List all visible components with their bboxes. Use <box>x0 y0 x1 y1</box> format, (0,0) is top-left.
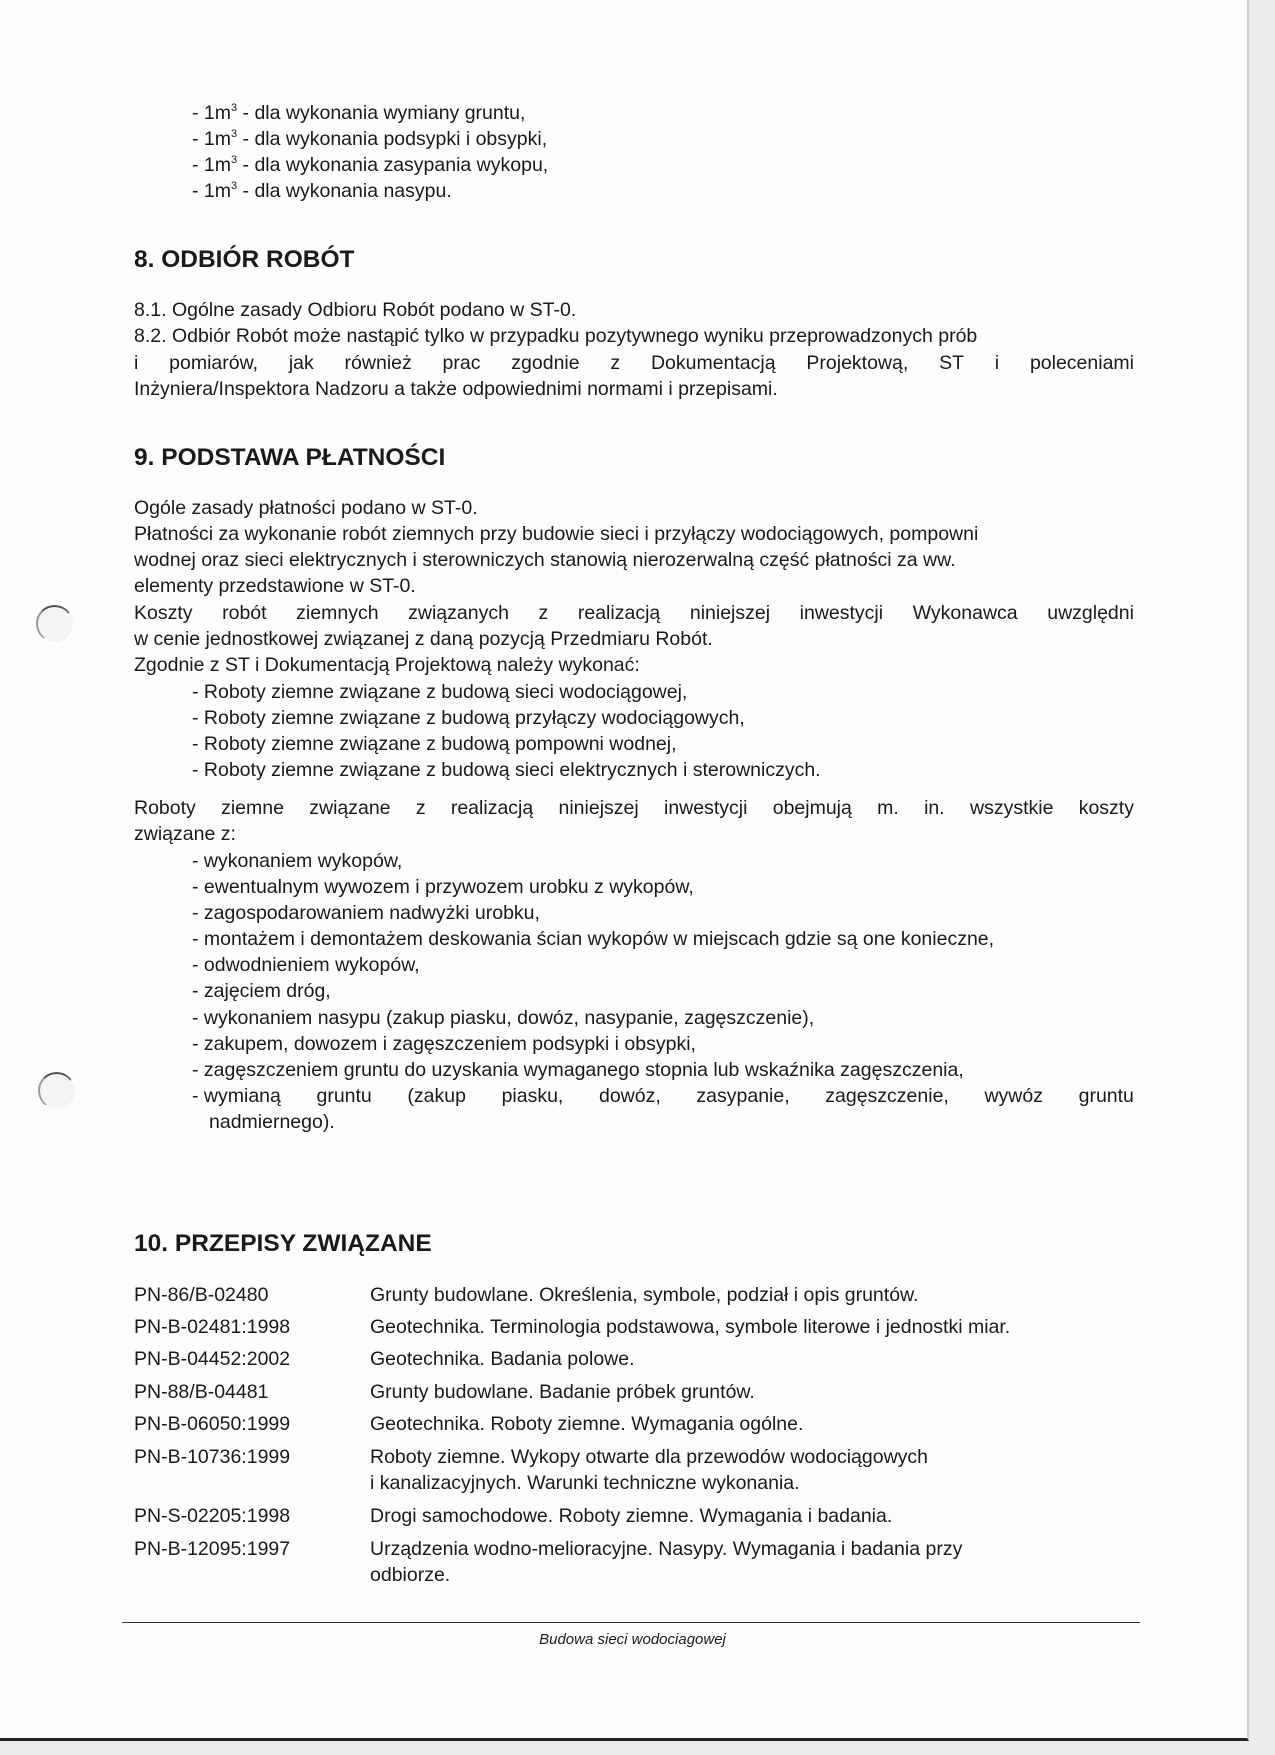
paragraph-line: Ogóle zasady płatności podano w ST-0. <box>134 497 478 519</box>
word: wywóz <box>984 1085 1043 1107</box>
paragraph-line: Zgodnie z ST i Dokumentacją Projektową należy wykonać: <box>134 654 640 676</box>
standard-code: PN-S-02205:1998 <box>134 1505 291 1527</box>
cost-item: - montażem i demontażem deskowania ścian wykopów w miejscach gdzie są one konieczne, <box>192 928 995 950</box>
word: poleceniami <box>1029 352 1134 374</box>
cost-item: - wykonaniem nasypu (zakup piasku, dowóz, nasypanie, zagęszczenie), <box>192 1007 815 1029</box>
word: Projektową, <box>806 352 909 374</box>
word: Dokumentacją <box>650 352 776 374</box>
works-item: - Roboty ziemne związane z budową pompowni wodnej, <box>192 733 677 755</box>
word: zasypanie, <box>696 1085 790 1107</box>
paragraph-line: elementy przedstawione w ST-0. <box>134 575 416 597</box>
section-8-heading: 8. ODBIÓR ROBÓT <box>134 246 355 273</box>
word: ST <box>939 352 964 374</box>
word: z <box>415 797 426 819</box>
cost-item: - zakupem, dowozem i zagęszczeniem podsypki i obsypki, <box>192 1033 696 1055</box>
word: Roboty <box>134 797 196 819</box>
word: uwzględni <box>1047 602 1134 624</box>
punch-hole-mark <box>38 1072 75 1109</box>
word: związane <box>309 797 391 819</box>
punch-hole-mark <box>36 605 73 642</box>
word: i <box>134 352 139 374</box>
cost-item: - odwodnieniem wykopów, <box>192 954 420 976</box>
standard-description: odbiorze. <box>370 1564 451 1586</box>
word: m. <box>877 797 899 819</box>
standard-description: Geotechnika. Terminologia podstawowa, symbole literowe i jednostki miar. <box>370 1316 1011 1338</box>
unit-item: - $1m^3$ - dla wykonania nasypu. <box>192 180 452 202</box>
word: - wymianą <box>192 1085 281 1107</box>
standard-code: PN-88/B-04481 <box>134 1381 269 1403</box>
unit-item: - $1m^3$ - dla wykonania zasypania wykopu, <box>192 154 549 176</box>
word: zagęszczenie, <box>825 1085 949 1107</box>
paragraph-line: wodnej oraz sieci elektrycznych i sterowniczych stanowią nierozerwalną część płatności za ww. <box>134 549 956 571</box>
word: zgodnie <box>511 352 580 374</box>
word: jak <box>288 352 314 374</box>
paragraph-line: Płatności za wykonanie robót ziemnych przy budowie sieci i przyłączy wodociągowych, pompowni <box>134 523 979 545</box>
standard-description: Grunty budowlane. Określenia, symbole, podział i opis gruntów. <box>370 1284 919 1306</box>
word: Wykonawca <box>912 602 1018 624</box>
paragraph-line-justified <box>134 600 1134 626</box>
works-item: - Roboty ziemne związane z budową sieci elektrycznych i sterowniczych. <box>192 759 821 781</box>
word: in. <box>924 797 945 819</box>
standard-code: PN-B-04452:2002 <box>134 1348 291 1370</box>
paragraph-line-justified <box>134 795 1134 821</box>
word: z <box>538 602 549 624</box>
cost-item: - zagęszczeniem gruntu do uzyskania wymaganego stopnia lub wskaźnika zagęszczenia, <box>192 1059 964 1081</box>
word: pomiarów, <box>169 352 259 374</box>
cost-item: - wykonaniem wykopów, <box>192 850 403 872</box>
word: z <box>610 352 621 374</box>
cost-item: - zagospodarowaniem nadwyżki urobku, <box>192 902 540 924</box>
standard-description: Urządzenia wodno-melioracyjne. Nasypy. Wymagania i badania przy <box>370 1538 963 1560</box>
word: Koszty <box>134 602 193 624</box>
standard-code: PN-86/B-02480 <box>134 1284 269 1306</box>
word: gruntu <box>316 1085 372 1107</box>
word: inwestycji <box>664 797 748 819</box>
cost-item-justified <box>192 1083 1134 1109</box>
word: piasku, <box>501 1085 564 1107</box>
word: niniejszej <box>689 602 771 624</box>
word: również <box>344 352 412 374</box>
standard-description: Grunty budowlane. Badanie próbek gruntów. <box>370 1381 755 1403</box>
word: koszty <box>1078 797 1134 819</box>
word: realizacją <box>577 602 661 624</box>
paragraph-line: 8.2. Odbiór Robót może nastąpić tylko w przypadku pozytywnego wyniku przeprowadzonych prób <box>134 325 978 347</box>
word: wszystkie <box>969 797 1054 819</box>
unit-item: - $1m^3$ - dla wykonania podsypki i obsypki, <box>192 128 548 150</box>
paragraph-line: Inżyniera/Inspektora Nadzoru a także odpowiednimi normami i przepisami. <box>134 378 778 400</box>
standard-description: i kanalizacyjnych. Warunki techniczne wykonania. <box>370 1472 800 1494</box>
paragraph-line-justified <box>134 350 1134 376</box>
standard-code: PN-B-12095:1997 <box>134 1538 291 1560</box>
word: i <box>994 352 1000 374</box>
unit-item: - $1m^3$ - dla wykonania wymiany gruntu, <box>192 102 526 124</box>
word: związanych <box>408 602 509 624</box>
footer-rule <box>122 1622 1140 1623</box>
section-9-heading: 9. PODSTAWA PŁATNOŚCI <box>134 444 446 471</box>
word: niniejszej <box>558 797 639 819</box>
word: ziemnych <box>296 602 379 624</box>
cost-item: - zajęciem dróg, <box>192 980 331 1002</box>
standard-description: Drogi samochodowe. Roboty ziemne. Wymagania i badania. <box>370 1505 893 1527</box>
standard-description: Roboty ziemne. Wykopy otwarte dla przewodów wodociągowych <box>370 1446 929 1468</box>
standard-code: PN-B-02481:1998 <box>134 1316 291 1338</box>
word: (zakup <box>407 1085 466 1107</box>
standard-code: PN-B-10736:1999 <box>134 1446 291 1468</box>
standard-code: PN-B-06050:1999 <box>134 1413 291 1435</box>
word: realizacją <box>450 797 534 819</box>
standard-description: Geotechnika. Roboty ziemne. Wymagania ogólne. <box>370 1413 804 1435</box>
page-footer: Budowa sieci wodociagowej <box>539 1631 726 1648</box>
paragraph-line: 8.1. Ogólne zasady Odbioru Robót podano w ST-0. <box>134 299 577 321</box>
word: prac <box>442 352 481 374</box>
works-item: - Roboty ziemne związane z budową przyłączy wodociągowych, <box>192 707 745 729</box>
word: robót <box>222 602 267 624</box>
works-item: - Roboty ziemne związane z budową sieci wodociągowej, <box>192 681 688 703</box>
word: gruntu <box>1078 1085 1134 1107</box>
section-10-heading: 10. PRZEPISY ZWIĄZANE <box>134 1230 432 1257</box>
word: dowóz, <box>598 1085 661 1107</box>
word: inwestycji <box>799 602 884 624</box>
word: obejmują <box>772 797 852 819</box>
cost-item-continuation: nadmiernego). <box>209 1111 335 1133</box>
paragraph-line: związane z: <box>134 823 236 845</box>
cost-item: - ewentualnym wywozem i przywozem urobku z wykopów, <box>192 876 694 898</box>
standard-description: Geotechnika. Badania polowe. <box>370 1348 635 1370</box>
paragraph-line: w cenie jednostkowej związanej z daną pozycją Przedmiaru Robót. <box>134 628 713 650</box>
word: ziemne <box>221 797 284 819</box>
